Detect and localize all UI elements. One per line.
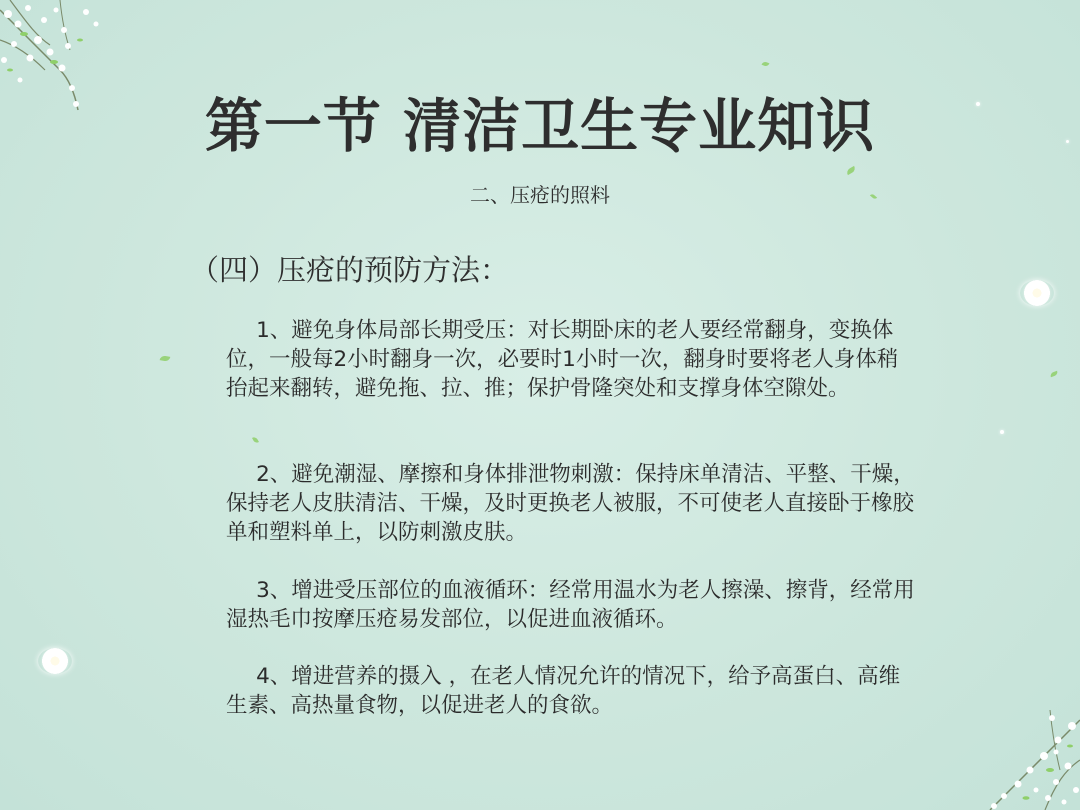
green-leaf (845, 166, 856, 175)
green-leaf (252, 436, 259, 444)
paragraph-2: 2、避免潮湿、摩擦和身体排泄物刺激：保持床单清洁、平整、干燥，保持老人皮肤清洁、干燥，及时更换老人被服，不可使老人直接卧于橡胶单和塑料单上，以防刺激皮肤。 (226, 462, 915, 545)
page-title: 第一节 清洁卫生专业知识 (204, 92, 876, 160)
blossom-branch-bottom-right (960, 690, 1080, 810)
white-flower-left (38, 648, 72, 674)
paragraph-1: 1、避免身体局部长期受压：对长期卧床的老人要经常翻身，变换体位，一般每2小时翻身一次，必要时1小时一次，翻身时要将老人身体稍抬起来翻转，避免拖、拉、推；保护骨隆突处和支撑身体空隙处。 (226, 318, 899, 401)
green-leaf (1050, 371, 1059, 377)
green-leaf (160, 355, 171, 362)
white-flower-right (1020, 280, 1054, 306)
small-blossom (1000, 430, 1004, 434)
paragraph-4: 4、增进营养的摄入 ，在老人情况允许的情况下，给予高蛋白、高维生素、高热量食物，以促进老人的食欲。 (226, 664, 901, 718)
green-leaf (762, 61, 770, 67)
paragraph-3: 3、增进受压部位的血液循环：经常用温水为老人擦澡、擦背，经常用湿热毛巾按摩压疮易发部位，以促进血液循环。 (226, 578, 915, 632)
section-heading: （四）压疮的预防方法： (190, 253, 510, 287)
subtitle: 二、压疮的照料 (470, 183, 610, 207)
